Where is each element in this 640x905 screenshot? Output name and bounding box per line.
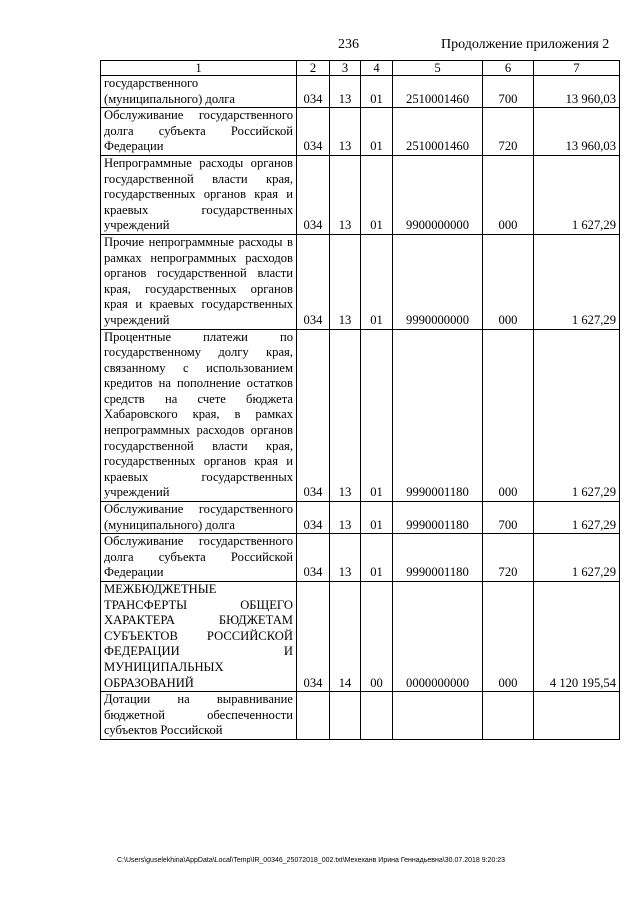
subsection-code: 01 xyxy=(361,234,393,329)
ministry-code: 034 xyxy=(297,234,330,329)
page-number: 236 xyxy=(338,37,359,52)
column-header: 3 xyxy=(330,61,361,76)
target-article-code: 9900000000 xyxy=(393,155,483,234)
budget-table xyxy=(100,60,620,740)
amount: 1 627,29 xyxy=(534,534,620,582)
column-header: 5 xyxy=(393,61,483,76)
row-description: Процентные платежи по государственному долгу края, связанному с использованием кредитов на пополнение остатков средств на счете бюджета Хабаровского края, в рамках непрограммных расходов органов государственной власти края, государственных органов края и краевых государственных учреждений xyxy=(101,329,297,502)
row-description: Дотации на выравнивание бюджетной обеспеченности субъектов Российской xyxy=(101,692,297,740)
expense-type-code: 000 xyxy=(483,155,534,234)
row-description: Обслуживание государственного долга субъекта Российской Федерации xyxy=(101,108,297,156)
amount: 1 627,29 xyxy=(534,234,620,329)
ministry-code: 034 xyxy=(297,534,330,582)
target-article-code: 2510001460 xyxy=(393,76,483,108)
amount: 1 627,29 xyxy=(534,155,620,234)
subsection-code: 01 xyxy=(361,329,393,502)
target-article-code xyxy=(393,692,483,740)
row-description: Обслуживание государственного долга субъекта Российской Федерации xyxy=(101,534,297,582)
column-header: 1 xyxy=(101,61,297,76)
ministry-code: 034 xyxy=(297,108,330,156)
target-article-code: 9990001180 xyxy=(393,329,483,502)
subsection-code: 01 xyxy=(361,76,393,108)
expense-type-code: 720 xyxy=(483,108,534,156)
continuation-label: Продолжение приложения 2 xyxy=(441,37,610,52)
table-row xyxy=(101,234,620,329)
file-path-footer: C:\Users\guselekhina\AppData\Local\Temp\IR_00346_25072018_002.txt\Мехеханв Ирина Геннадьевна\30.07.2018 9:20:23 xyxy=(117,857,506,864)
table-header-row xyxy=(101,61,620,76)
amount: 1 627,29 xyxy=(534,329,620,502)
amount xyxy=(534,692,620,740)
expense-type-code: 000 xyxy=(483,329,534,502)
expense-type-code: 720 xyxy=(483,534,534,582)
amount: 13 960,03 xyxy=(534,108,620,156)
subsection-code: 00 xyxy=(361,582,393,692)
subsection-code: 01 xyxy=(361,108,393,156)
table-row xyxy=(101,582,620,692)
section-code: 13 xyxy=(330,534,361,582)
subsection-code xyxy=(361,692,393,740)
expense-type-code xyxy=(483,692,534,740)
target-article-code: 9990001180 xyxy=(393,502,483,534)
column-header: 7 xyxy=(534,61,620,76)
subsection-code: 01 xyxy=(361,502,393,534)
column-header: 4 xyxy=(361,61,393,76)
section-code: 13 xyxy=(330,234,361,329)
amount: 13 960,03 xyxy=(534,76,620,108)
section-code: 14 xyxy=(330,582,361,692)
section-code: 13 xyxy=(330,108,361,156)
ministry-code xyxy=(297,692,330,740)
target-article-code: 2510001460 xyxy=(393,108,483,156)
expense-type-code: 700 xyxy=(483,76,534,108)
row-description: государственного (муниципального) долга xyxy=(101,76,297,108)
row-description: МЕЖБЮДЖЕТНЫЕ ТРАНСФЕРТЫ ОБЩЕГО ХАРАКТЕРА БЮДЖЕТАМ СУБЪЕКТОВ РОССИЙСКОЙ ФЕДЕРАЦИИ И МУНИЦИПАЛЬНЫХ ОБРАЗОВАНИЙ xyxy=(101,582,297,692)
table-row xyxy=(101,534,620,582)
ministry-code: 034 xyxy=(297,329,330,502)
table-row xyxy=(101,155,620,234)
target-article-code: 0000000000 xyxy=(393,582,483,692)
row-description: Непрограммные расходы органов государственной власти края, государственных органов края и краевых государственных учреждений xyxy=(101,155,297,234)
subsection-code: 01 xyxy=(361,534,393,582)
ministry-code: 034 xyxy=(297,155,330,234)
section-code: 13 xyxy=(330,329,361,502)
expense-type-code: 700 xyxy=(483,502,534,534)
section-code: 13 xyxy=(330,155,361,234)
ministry-code: 034 xyxy=(297,582,330,692)
section-code xyxy=(330,692,361,740)
table-row xyxy=(101,329,620,502)
row-description: Прочие непрограммные расходы в рамках непрограммных расходов органов государственной власти края, государственных органов края и краевых государственных учреждений xyxy=(101,234,297,329)
table-row xyxy=(101,76,620,108)
target-article-code: 9990001180 xyxy=(393,534,483,582)
table-row xyxy=(101,108,620,156)
column-header: 2 xyxy=(297,61,330,76)
table-row xyxy=(101,692,620,740)
table-row xyxy=(101,502,620,534)
ministry-code: 034 xyxy=(297,76,330,108)
section-code: 13 xyxy=(330,76,361,108)
ministry-code: 034 xyxy=(297,502,330,534)
expense-type-code: 000 xyxy=(483,234,534,329)
column-header: 6 xyxy=(483,61,534,76)
amount: 4 120 195,54 xyxy=(534,582,620,692)
section-code: 13 xyxy=(330,502,361,534)
row-description: Обслуживание государственного (муниципального) долга xyxy=(101,502,297,534)
subsection-code: 01 xyxy=(361,155,393,234)
target-article-code: 9990000000 xyxy=(393,234,483,329)
amount: 1 627,29 xyxy=(534,502,620,534)
expense-type-code: 000 xyxy=(483,582,534,692)
